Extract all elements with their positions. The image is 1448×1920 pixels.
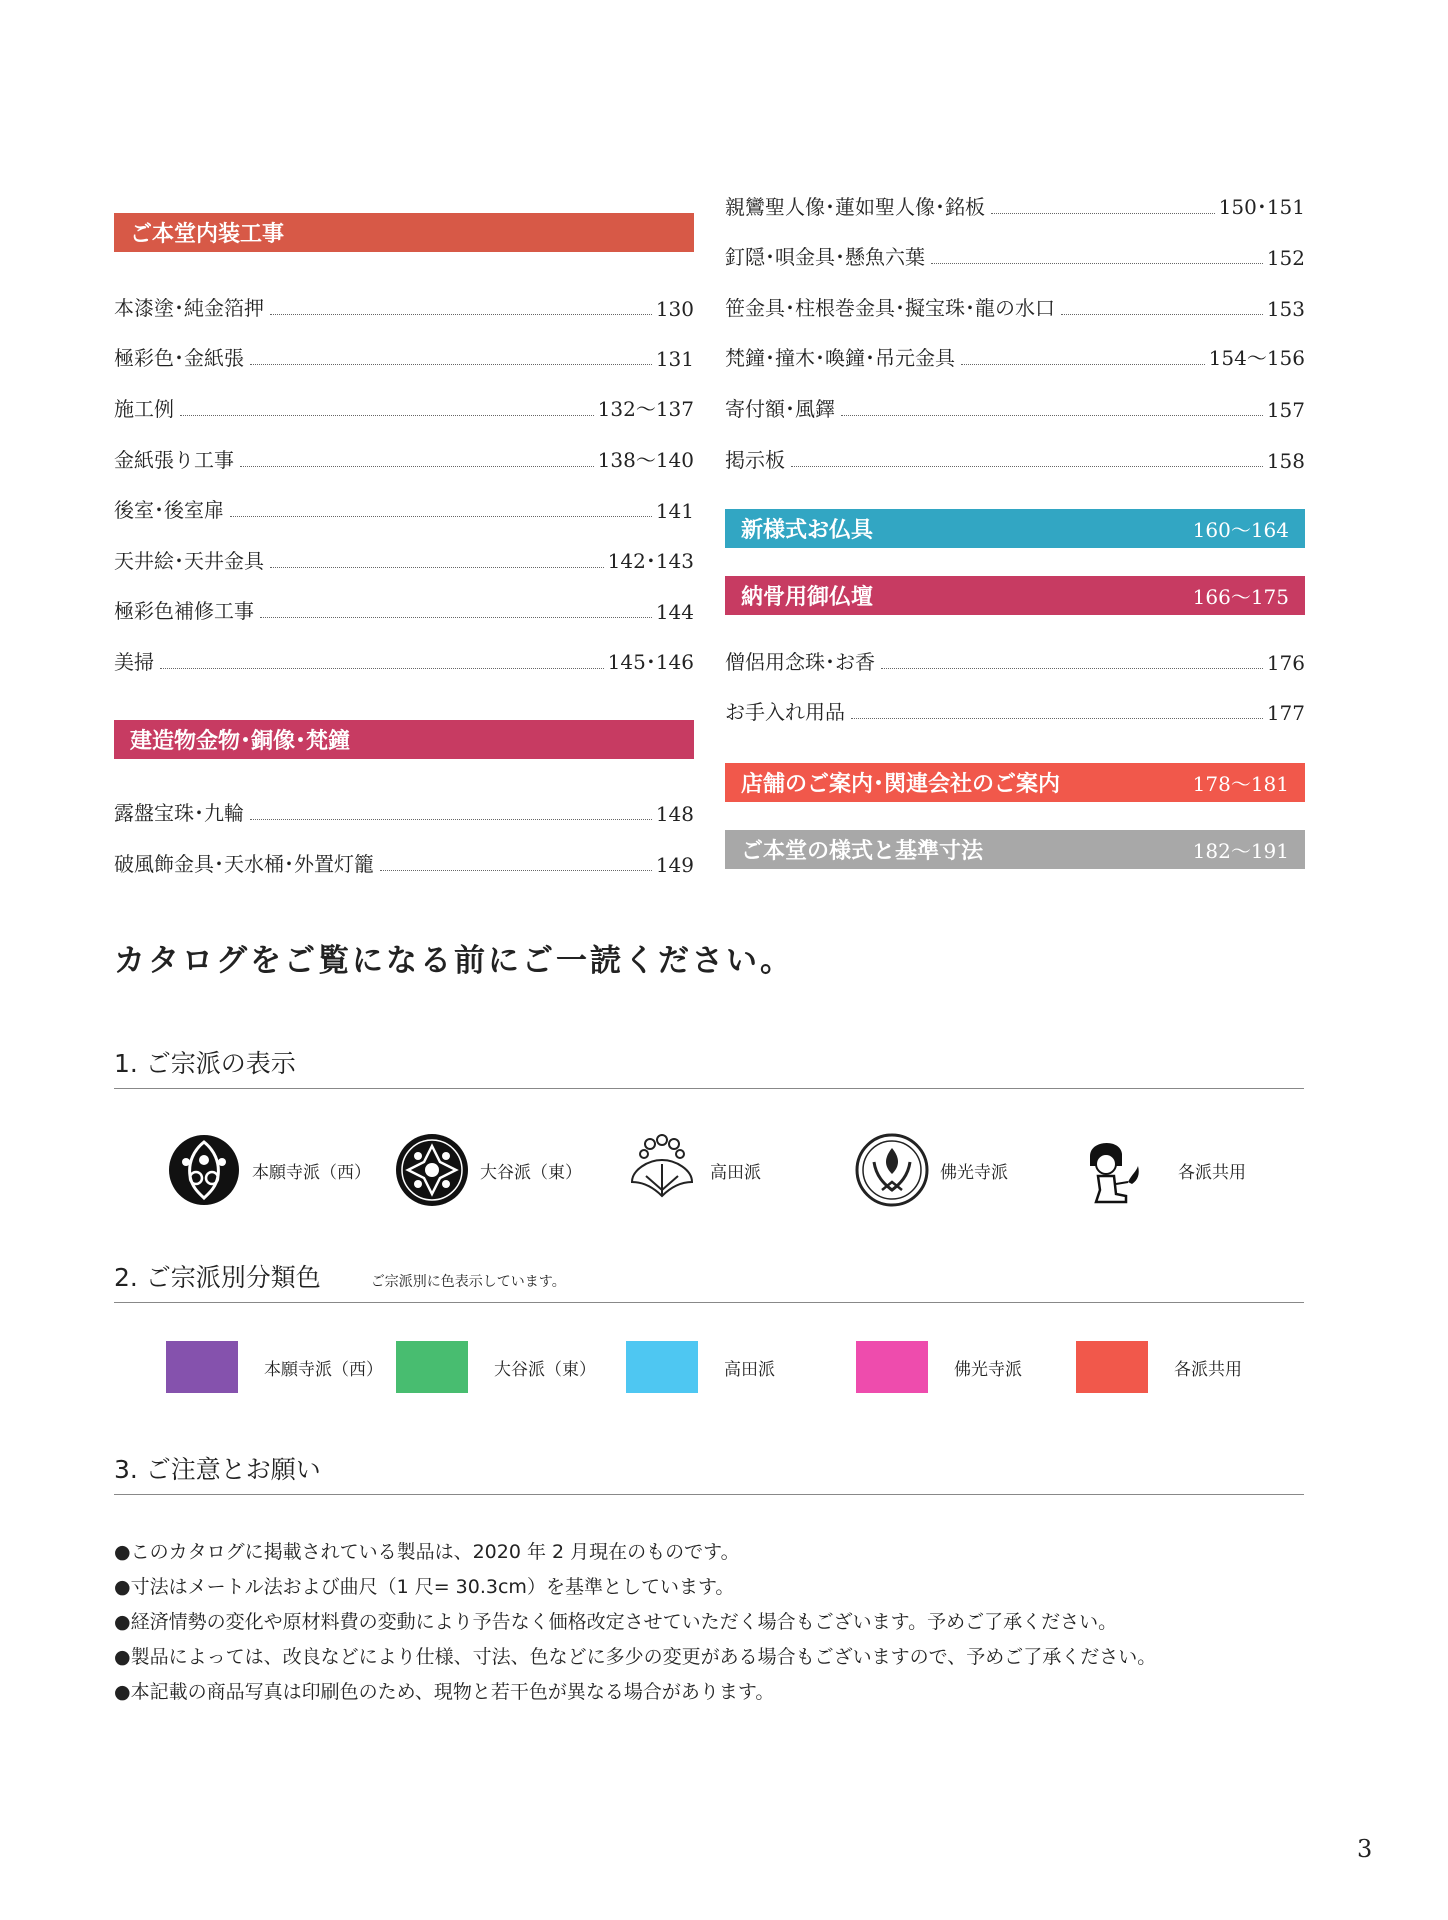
color-legend-bukkoji: 佛光寺派 xyxy=(856,1341,1022,1393)
toc-bar-kenzoubutsu xyxy=(114,720,694,759)
toc-item: 掲示板 158 xyxy=(725,448,1305,473)
toc-bar-honndo xyxy=(114,213,694,252)
sect-kyoyo xyxy=(1076,1132,1246,1208)
toc-item: 露盤宝珠･九輪 148 xyxy=(114,801,694,826)
sect-bukkoji xyxy=(854,1132,1008,1208)
toc-item: 施工例 132～137 xyxy=(114,397,694,421)
toc-bar-page: 160～164 xyxy=(1192,518,1289,542)
sect-otani xyxy=(394,1132,582,1208)
toc-bar-page: 178～181 xyxy=(1192,772,1289,796)
section3-heading: 3. ご注意とお願い xyxy=(114,1450,1304,1495)
notice-title: カタログをご覧になる前にご一読ください。 xyxy=(114,943,794,979)
toc-bar-title: 建造物金物･銅像･梵鐘 xyxy=(130,728,351,754)
sect-honganji xyxy=(166,1132,371,1208)
toc-bar-title: 納骨用御仏壇 xyxy=(741,584,874,610)
toc-bar-title: ご本堂の様式と基準寸法 xyxy=(741,838,984,864)
section2-heading: 2. ご宗派別分類色 ご宗派別に色表示しています。 xyxy=(114,1258,1304,1303)
sagari-fuji-crest-icon xyxy=(394,1132,470,1208)
paulownia-crest-icon xyxy=(624,1132,700,1208)
note-item: ● このカタログに掲載されている製品は、2020 年 2 月現在のものです。 xyxy=(114,1535,1156,1570)
toc-item: 僧侶用念珠･お香 176 xyxy=(725,650,1305,675)
color-legend-kyoyo: 各派共用 xyxy=(1076,1341,1242,1393)
toc-item: 美掃 145･146 xyxy=(114,650,694,674)
toc-item: 後室･後室扉 141 xyxy=(114,498,694,523)
toc-bar-title: 新様式お仏具 xyxy=(741,517,874,543)
toc-bar-noukotsu xyxy=(725,576,1305,615)
toc-item: 破風飾金具･天水桶･外置灯籠 149 xyxy=(114,852,694,877)
section2-subheading: ご宗派別に色表示しています。 xyxy=(370,1274,566,1290)
color-swatch xyxy=(166,1341,238,1393)
toc-bar-title: ご本堂内装工事 xyxy=(130,221,285,247)
toc-item: 笹金具･柱根巻金具･擬宝珠･龍の水口 153 xyxy=(725,296,1305,321)
color-legend-takada: 高田派 xyxy=(626,1341,775,1393)
toc-item: 金紙張り工事 138～140 xyxy=(114,448,694,472)
section1-heading: 1. ご宗派の表示 xyxy=(114,1044,1304,1089)
wisteria-crest-icon xyxy=(166,1132,242,1208)
notes-list xyxy=(114,1535,1156,1710)
color-swatch xyxy=(856,1341,928,1393)
toc-item: お手入れ用品 177 xyxy=(725,700,1305,725)
toc-bar-tenpo xyxy=(725,763,1305,802)
note-item: ● 製品によっては、改良などにより仕様、寸法、色などに多少の変更がある場合もございますので、予めご了承ください。 xyxy=(114,1640,1156,1675)
color-swatch xyxy=(1076,1341,1148,1393)
bukkoji-crest-icon xyxy=(854,1132,930,1208)
sect-takada xyxy=(624,1132,761,1208)
toc-item: 極彩色･金紙張 131 xyxy=(114,346,694,371)
page-number: 3 xyxy=(1357,1835,1373,1863)
toc-item: 天井絵･天井金具 142･143 xyxy=(114,549,694,573)
color-swatch xyxy=(626,1341,698,1393)
toc-bar-shinyoushiki xyxy=(725,509,1305,548)
note-item: ● 経済情勢の変化や原材料費の変動により予告なく価格改定させていただく場合もございます。予めご了承ください。 xyxy=(114,1605,1156,1640)
toc-bar-hondo-yoshiki xyxy=(725,830,1305,869)
color-legend-otani: 大谷派（東） xyxy=(396,1341,596,1393)
sect-label: 本願寺派（西） xyxy=(252,1162,371,1183)
child-figure-icon xyxy=(1076,1132,1152,1208)
color-legend-honganji: 本願寺派（西） xyxy=(166,1341,383,1393)
toc-item: 本漆塗･純金箔押 130 xyxy=(114,296,694,321)
color-swatch xyxy=(396,1341,468,1393)
sect-label: 各派共用 xyxy=(1178,1162,1246,1183)
toc-bar-title: 店舗のご案内･関連会社のご案内 xyxy=(741,771,1061,797)
toc-item: 親鸞聖人像･蓮如聖人像･銘板 150･151 xyxy=(725,195,1305,219)
sect-label: 高田派 xyxy=(710,1162,761,1183)
toc-bar-page: 182～191 xyxy=(1192,839,1289,863)
sect-label: 佛光寺派 xyxy=(940,1162,1008,1183)
sect-label: 大谷派（東） xyxy=(480,1162,582,1183)
toc-bar-page: 166～175 xyxy=(1192,585,1289,609)
note-item: ● 寸法はメートル法および曲尺（1 尺= 30.3cm）を基準としています。 xyxy=(114,1570,1156,1605)
toc-item: 梵鐘･撞木･喚鐘･吊元金具 154～156 xyxy=(725,346,1305,370)
toc-item: 寄付額･風鐸 157 xyxy=(725,397,1305,422)
toc-item: 極彩色補修工事 144 xyxy=(114,599,694,624)
toc-item: 釘隠･唄金具･懸魚六葉 152 xyxy=(725,245,1305,270)
note-item: ● 本記載の商品写真は印刷色のため、現物と若干色が異なる場合があります。 xyxy=(114,1675,1156,1710)
